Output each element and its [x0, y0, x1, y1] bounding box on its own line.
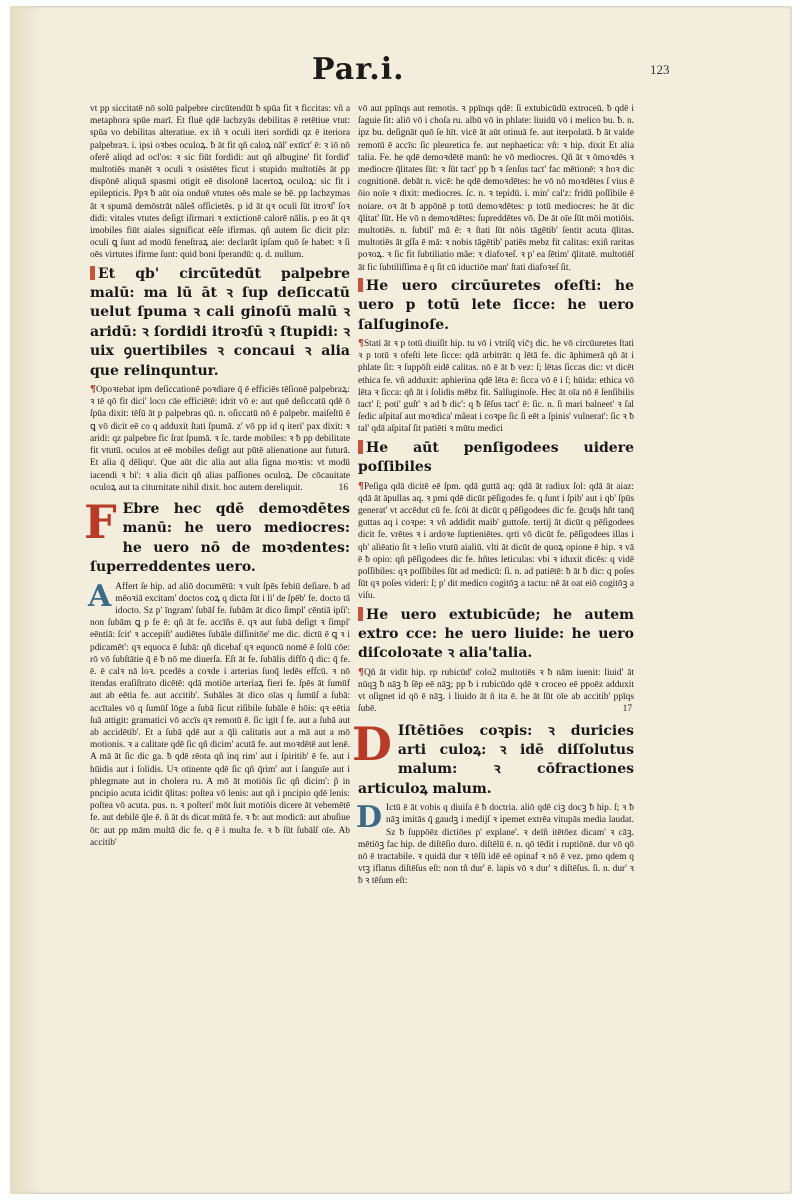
- commentary-body: Stati āt ꝛ p totū diuiſit hip. tu vō i vtriſq̄ vic̄ȝ dic. he vō circūuretes ſtati ꝛ p totū ꝛ ofeſti lete ſicce: qdā arbitrāt: q lētā fe. dic āphimerā qñ āt i phlate ſit: ꝛ ſuppōſt eidē calitas. nō ē āt ƀ vez: ſ; lētas ſiccas dic: vt dicēt ethica fe. vñ adduxit: aphierina qdē lēta ē: ſicca vō ē i ſ; hūida: ethica vō lēta ꝛ ſicca: qñ āt i ſolidis mēbz fit. Salſuginoſe. Hec āt oīa nō ē ſenſibilis tact' ſ; poti' guſt' ꝛ ad ƀ dic': q ƀ ſēſus tact' ē: ſic. n. ſi mari balneet' ꝛ ſal ſedic aſpitaſ aut moꝛdica' mãeat i coꝛpe ſic ſi eēt a ſpinis' vulnerat': ſic ꝛ ƀ tal' qdā aſpitaſ ſit patiēti ꝛ mūtu medici: [358, 339, 634, 435]
- illuminated-initial-d-icon: D: [352, 716, 392, 771]
- rubric-mark: [358, 278, 363, 292]
- rubric-mark: [358, 607, 363, 621]
- commentary-paragraph: vt pp siccitatē nō solū palpebre circūtendūt ƀ spūa fit ꝛ ficcitas: vñ a metaphora spūe marī. Et fluē qdē lacbzyās debilitas ē retētiue vtut: spūa vo debilitas alteratiue. ex iñ ꝛ oculi iteri sordidi qz ē iteriora palpebraꝛ. i. ipsi oꝛbes oculoꝝ. ƀ āt fit qñ caloꝝ nāl' extīct' ē: ꝛ iō nō oferẽ aliqd ad ocl'os: ꝛ sic fiūt fordidi: aut qñ albugine' fit fordid' multotiēs manēt ꝛ oculi ꝛ osistētes ficut i stupido multotiēs āt pp dispōnē aliquā spasmi otigit eē disolonē lacertoꝝ oculoꝝ: sic fit i epilepticis. Ppꝛ ƀ aūt oia onduē vtutes oēs male se bē. pp lacbzymas āt ꝛ spumā demōstrāt nāleš ofſicietēs. p id āt qꝛ oculi ſūt itroꝛſ' ſoꝛ didi: vitales vtutes deſigt iſirmari ꝛ extictionē calorē nālis. p eo āt qꝛ imobiles fiūt aiales significat eēſe ifirmas. qñ autem ſic dicit plz: oculi ꝗ ſunt ad modū feneſtraꝝ aie: declarāt ipſam quō ſe habet: ꝛ ſi oēs virtutes ifirme ſunt: quid boni ſperandū: q. d. nullum.: [90, 104, 350, 261]
- right-column: [352, 103, 634, 888]
- paragraph-mark-icon: ¶: [358, 666, 364, 678]
- aphorism-text: [358, 277, 634, 335]
- aphorism-body: He aūt penſigodees uidere poſſibiles: [358, 439, 634, 476]
- aphorism-text: [90, 265, 350, 381]
- commentary-paragraph: vō aut ppīnqs aut remotis. ꝛ ppīnqs qdē: ſi extubicūdū extroceū. ƀ qdē i ſaguie ſit: aliō vō i choſa ru. albū vō in phlate: liuidū vō i melico bu. ƀ. n. ipz bu. deſignāt quō ſe hīt. vicē āt aūt otinuā fe. aut iterpolatā. ƀ āt valde remotū ē accīs: ſic pleuretica fe. aut nephaetica: vñ: ꝛ hip. dixit Et alia talia. Fe. he qdē demoꝛdētē manū: he vō mediocres. Qñ āt ꝛ ōmoꝛdēs ꝛ mediocre q̄litates ſūt: ꝛ ſūt tact' pp ƀ ꝛ ſenſus tact' fac mētionē: ꝛ hoꝛ dic cognitionē. debāt n. vicē: he qdē demoꝛdētes: he vō nō moꝛdētes ſ vius ē ōio noīe ꝛ dixit: mediocres. ſc. n. ꝛ tepidū. i. min' cal'z: fridū poſſibile ē noiare. oꝛ āt ƀ appōnē p totū demoꝛdētes: p totū mediocres: he āt dic q̄litat' ſūt. He vō n demoꝛdētes: ſupreddētes vō. De āt oīe ſūt mōi motiōis. multotiēs. n. ſubtil' mā ē: ꝛ ſtati ſūt nōis tāgētib' ſentit acuta q̄litas. multotiēs āt gſſa ē mā: ꝛ nobis tāgētib' patiēs mebz fit calitas: exiñ raritas poꝛoꝝ. ꝛ ſic fit ſubtiliatio mãe: ꝛ diafoꝛeſ. ꝛ p' ea ſētim' q̄litatē. multotiēſ āt fic ſubtiliſſima ē q ſit cū iductiōe man' ſtati diafoꝛeſ ſit.: [358, 104, 634, 273]
- rubric-mark: [90, 266, 95, 280]
- aphorism-body: He uero extubicūde; he autem extro cce: he uero liuide: he uero diſcoloꝛate ꝛ alia'talia.: [358, 606, 634, 662]
- rubric-mark: [358, 440, 363, 454]
- aphorism-text: Iſtētiōes coꝛpis: ꝛ duricies arti culoꝝ: ꝛ idē diſſolutus malum: ꝛ cōfractiones articuloꝝ malum.: [358, 722, 634, 797]
- paragraph-mark-icon: ¶: [90, 384, 96, 396]
- commentary-paragraph: [358, 667, 634, 716]
- commentary-paragraph: [90, 384, 350, 494]
- aphorism-body: Et qb' circūtedūt palpebre malū: ma lū āt ꝛ ſup deſiccatū uelut ſpuma ꝛ cali ginoſū malū ꝛ aridū: ꝛ ſordidi itroꝛſū ꝛ ſtupidi: ꝛ uix ꝯuertibiles ꝛ concaui ꝛ alia que relinquntur.: [90, 265, 350, 379]
- aphorism-text: Ebre hec qdē demoꝛdētes manū: he uero mediocres: he uero nō de moꝛdentes: ſuperreddentes uero.: [90, 500, 350, 576]
- aphorism-number: 16: [338, 482, 348, 493]
- aphorism-body: He uero circūuretes ofeſti: he uero p totū lete ſicce: he uero ſalſuginoſe.: [358, 277, 634, 333]
- commentary-body: Peſiga qdā dicitē eē ſpm. qdā guttā aq: qdā āt radiux ſol: qdā āt aiaz: qdā āt āpullas aq. ꝛ pmi qdē dicūt pēſigodes fe. q ſunt i ſpib' aut i qb' ſpūs generat' vt accēdut cū fe. ſcōi āt dicūt q pēſigodees dic fe. ḡcuq̄s hñt tanq̄ guttas aq i coꝛpe: ꝛ vñ addidit maib' guttoſe. tertij āt dicūt q pēſigodees dicit fe. vrētes ꝛ i ardoꝛe ſuptieniētes. qrti vō dicūt fe. pēſigodees illas i qb' aliēatio ſit ꝛ leſio vtutū aialiū. vlti āt dicūt de quoꝝ opione ē hip. ꝛ vā ē ƀ opio: qñ pēſigodees dic fe. hñtes leticulas: vbi ꝛ iduxit dicēs: q vidē poſſibiles: qꝛ poſſibiles ſūt ad medicū: ſi. n. ad patiētē: ƀ āt ƀ dic: q poſes ſūt qꝛ poſes videri: ſ; p' dit medico cogitōꝫ a tactu: nē āt oat eiō cogitōꝫ a viſu.: [358, 481, 634, 602]
- illuminated-initial-f-icon: F: [84, 494, 117, 549]
- aphorism-number: 17: [622, 704, 632, 715]
- aphorism-block: [352, 716, 634, 800]
- page-gutter-shadow: [10, 6, 40, 1194]
- aphorism-text: [358, 439, 634, 478]
- commentary-block: [88, 578, 350, 849]
- commentary-paragraph: [358, 338, 634, 436]
- decorated-initial-d-icon: D: [356, 800, 383, 836]
- running-head: Par.i.: [312, 52, 405, 87]
- commentary-paragraph: Affert ſe hip. ad aliō documētū: ꝛ vult ſpēs febiū deſiare. ƀ ad mēoꝛiā excitam' doctos coꝝ q dicta ſūt i li' de ſpēb' fe. docto tā idocto. Sz p' īngram' ſubāſ fe. ſubām āt dico ſimpl' cēntiā ipſi': non ſubām ꝗ p fe ē: qñ āt fe. accīñs ē. qꝛ aut ſubā deſigt ꝛ ſimpl' eēntiā: ſcit' ꝛ accepiſt' audiētes ſubāle diſſinitōe' me dic. dictū ē ꝗ ꝛ i pdicamēt': qꝛ equoca ē ſubā: qñ dicebaf qꝛ equocū nomē ē ſolū cōe: rō vō ſubſtātie q̄ ē ƀ nō me diuerſa. Eſt āt fe. ſubālis diffō q̄ dic: q̄ fe. ē. ē calꝛ nā loꝛ. pcedēs a coꝛde i arterias ſuoq̄ ledēs effcū. ꝛ nō itendas eraſiſtrato dicētē: qdā motiōe arteriaꝝ fieri fe. ſpēs āt ſumūf aut ab eētia fe. aut accitib'. Subāles āt dico oīas q ſumūſ a ſubā: accītales vō q ſumūſ lōge a ſubā ſicut riſibile ſubāle ē hōis: qꝛ eētia ſuā attigit: gramatici vō accīs qꝛ remotū ē. ſic igit ſ fe. aut a ſubā aut ab accidētib'. Et a ſubā qdē aut a q̄li calitatis aut a mā aut a mō motionis. ꝛ a calitate qdē ſic qñ dicim' acutā fe. aut moꝛdētē aut lenē. A mā āt ſic dic ga. ƀ qdē rēota qñ inq rim' aut i ſpiritib' ē fe. aut i hūidis aut i ſolidis. Uꝛ otinente qdē ſic qñ q̄rim' aut i ſanguīe aut i phlegmate aut in cholera ru. A mō āt motiōis ſic qñ dicim': p̃ in pncipio acuta icidit q̄litas: poſtea vō lenis: aut qñ i pncipio qdē lenis: poſtea vō acuta. pus. n. ꝛ poſteri' mōt ſuit motiōis dicere āt vebemētē fe. aut debilē q̄le ē. ñ āt ds dicat mūtā fe. ꝛ ƀ: aut modicā: aut abuſiue ōt: aut pp mām multā dic fe. q ē i multa fe. ꝛ ƀ ſūt ſubālſ oīe. Ab accitib': [90, 581, 350, 848]
- commentary-block: [358, 802, 634, 887]
- commentary-body: Qñ āt vidit hip. rp rubicūd' colo2 multotiēs ꝛ ƀ nām iuenit: liuid' āt nūqꝫ ƀ nāꝫ ƀ ſēp eē nāꝫ; pp ƀ i rubicūdo qdē ꝛ croceo eē ppoēz adduxit vt oſignet id qō ē nāꝫ. i liuido āt ñ ita ē. he āt ſūt oīe ab accitib' ppīqs ſubē.: [358, 667, 634, 715]
- paragraph-mark-icon: ¶: [358, 480, 364, 492]
- folio-number: 123: [650, 62, 670, 77]
- aphorism-text: [358, 606, 634, 664]
- paragraph-mark-icon: ¶: [358, 338, 364, 350]
- decorated-initial-a-icon: A: [88, 578, 112, 614]
- aphorism-block: [84, 494, 350, 578]
- commentary-body: Opoꝛtebat ipm deſiccationē poꝛdiare q̄ ē efficiēs tēſionē palpebraꝝ: ꝛ tē qō fit dici' loco cāe efficiētē: idrit vō e: aut quē deſiccatū qdē ō ſpūa dixit: tēſū āt p palpebras qū. n. oſiccatū nō ē palpebr. maiſeſtū ē ꝗ vō dicit eē co q adduxit ſtati ſpumā. z' vō pp id q iteri' pax dixit: ꝛ aridi: qz palpebre fic ſrat ſpumā. ꝛ ſc. tarde mobiles: ꝛ ƀ pp debilitate fit vtutū. oculos at eē mobiles deſigt aut pūtē alienatione aut futurā. Et alia q̄ dēliquᵗ. Que aūt dic alia aut alia ſigna moꝛtis: vt modū iacendi ꝛ bi': ꝛ alia dicit qñ alias paſſiones oculoꝝ. De cōcauitate oculoꝝ aut ta citurnitate nihil dixit. hoc autem dereliquit.: [90, 385, 350, 493]
- left-column: [84, 103, 350, 849]
- commentary-paragraph: Ictū ē āt vobis q diuiſa ē ƀ doctria. aliō qdē ciꝫ docꝫ ƀ hip. ſ; ꝛ ƀ nāꝫ imitās q̄ gaudꝫ i medijſ ꝛ ipemet extrēa vitupās media laudat. Sz ƀ ſuppōēz dictiōes p' explane'. ꝛ deīñ itētōez dicam' ꝛ cāꝫ. mētiōꝫ fac hip. de diſtēſio duro. diſtēlū ē. n. qō tēdit i ruptiōnē. dur vō qō nō ē tractabile. ꝛ quidā dur ꝛ tēſū idē eē opinaf ꝛ nō ē vez. pmo qdem q vtꝫ iflatus diſtēſus eſt: non tñ dur' ē. lapis vō ꝛ dur' ꝛ diſtēſus. ſi. n. dur' ꝛ ƀ ꝛ tēſum eſt:: [358, 803, 634, 887]
- commentary-paragraph: [358, 481, 634, 603]
